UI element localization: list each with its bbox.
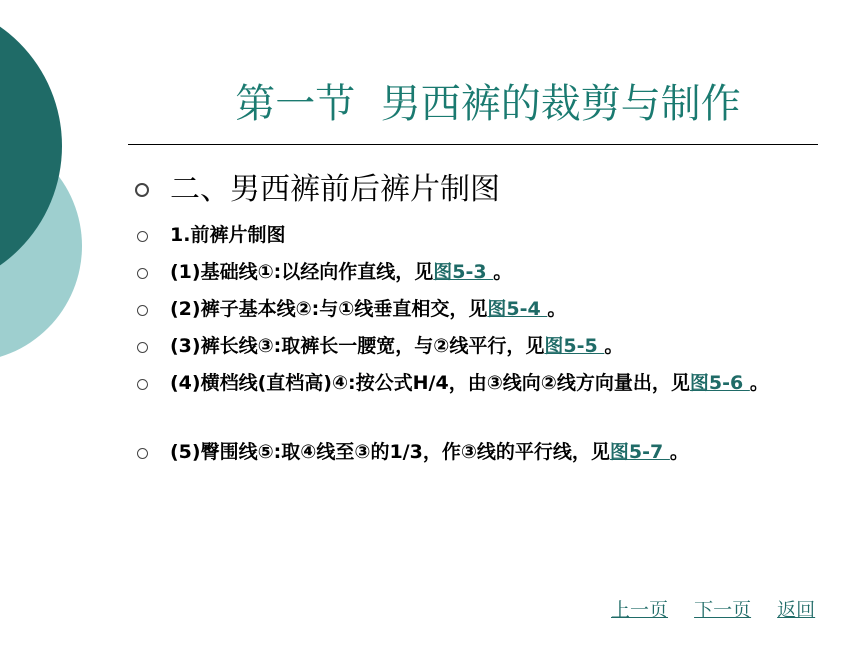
bullet-icon: [137, 231, 148, 242]
item-text: (4)横档线(直档高)④:按公式H/4，由③线向②线方向量出，见: [170, 372, 690, 394]
next-page-link[interactable]: 下一页: [694, 599, 752, 621]
bullet-icon: [137, 448, 148, 459]
figure-link[interactable]: 图5-4: [487, 298, 548, 320]
item-suffix: 。: [493, 261, 513, 283]
bullet-icon: [137, 342, 148, 353]
figure-link[interactable]: 图5-5: [544, 335, 605, 357]
bullet-icon: [137, 305, 148, 316]
prev-page-link[interactable]: 上一页: [611, 599, 669, 621]
item-suffix: 。: [547, 298, 567, 320]
list-item: [170, 255, 820, 290]
item-text: (2)裤子基本线②:与①线垂直相交，见: [170, 298, 488, 320]
bullet-icon: [135, 183, 149, 197]
section-heading: 二、男西裤前后裤片制图: [170, 172, 500, 207]
item-suffix: 。: [669, 441, 689, 463]
item-suffix: 。: [749, 372, 769, 394]
list-item: [170, 366, 820, 401]
list-item: [170, 329, 820, 364]
slide-title: 第一节 男西裤的裁剪与制作: [235, 81, 741, 127]
item-text: (3)裤长线③:取裤长一腰宽，与②线平行，见: [170, 335, 545, 357]
title-divider: [128, 144, 818, 145]
item-text: (1)基础线①:以经向作直线，见: [170, 261, 434, 283]
list-item: [170, 435, 820, 470]
figure-link[interactable]: 图5-3: [433, 261, 494, 283]
back-link[interactable]: 返回: [777, 599, 816, 621]
item-suffix: 。: [604, 335, 624, 357]
figure-link[interactable]: 图5-6: [689, 372, 750, 394]
slide-navigation: [611, 596, 815, 624]
bullet-icon: [137, 268, 148, 279]
list-item: [170, 218, 820, 253]
bullet-icon: [137, 379, 148, 390]
figure-link[interactable]: 图5-7: [609, 441, 670, 463]
item-text: (5)臀围线⑤:取④线至③的1/3，作③线的平行线，见: [170, 441, 610, 463]
item-text: 1.前裤片制图: [170, 224, 286, 246]
list-item: [170, 292, 820, 327]
